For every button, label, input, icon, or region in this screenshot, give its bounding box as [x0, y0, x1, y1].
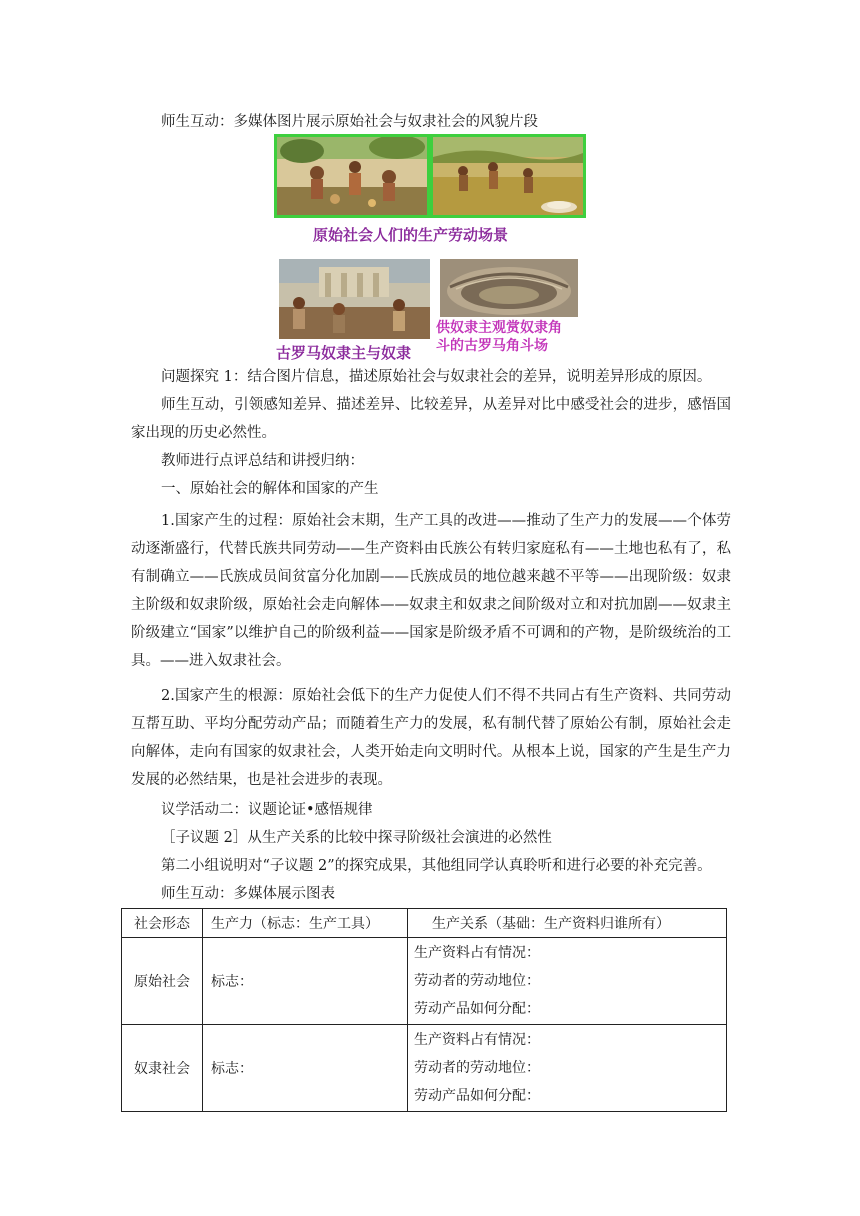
relations-distribution: 劳动产品如何分配： — [414, 1001, 540, 1017]
row-form-slave: 奴隶社会 — [122, 1025, 203, 1112]
activity-2: 议学活动二：议题论证•感悟规律 — [161, 802, 373, 818]
relations-means-of-production: 生产资料占有情况： — [414, 1032, 540, 1048]
row-form-primitive: 原始社会 — [122, 938, 203, 1025]
relations-distribution: 劳动产品如何分配： — [414, 1088, 540, 1104]
interaction-paragraph: 师生互动，引领感知差异、描述差异、比较差异，从差异对比中感受社会的进步，感悟国家出现的历史必然性。 — [131, 397, 731, 441]
interaction-3: 师生互动：多媒体展示图表 — [161, 886, 335, 902]
header-productivity: 生产力（标志：生产工具） — [203, 909, 408, 938]
row-relations-slave — [408, 1025, 727, 1112]
rome-caption: 古罗马奴隶主与奴隶 — [276, 344, 412, 362]
teacher-summary: 教师进行点评总结和讲授归纳： — [161, 453, 364, 469]
question-1: 问题探究 1：结合图片信息，描述原始社会与奴隶社会的差异，说明差异形成的原因。 — [161, 369, 712, 385]
social-form-table — [121, 908, 727, 1112]
table-row — [122, 938, 727, 1025]
relations-labor-status: 劳动者的劳动地位： — [414, 1060, 540, 1076]
group-2: 第二小组说明对“子议题 2”的探究成果，其他组同学认真聆听和进行必要的补充完善。 — [161, 858, 712, 874]
row-productivity-slave: 标志： — [203, 1025, 408, 1112]
primitive-labor-image-right — [430, 134, 586, 218]
roman-slave-image — [279, 259, 430, 339]
point-2: 2.国家产生的根源：原始社会低下的生产力促使人们不得不共同占有生产资料、共同劳动互帮互助、平均分配劳动产品；而随着生产力的发展，私有制代替了原始公有制，原始社会走向解体，走向有国家的奴隶社会，人类开始走向文明时代。从根本上说，国家的产生是生产力发展的必然结果，也是社会进步的表现。 — [131, 688, 731, 788]
colosseum-image — [440, 259, 578, 317]
colosseum-caption-1: 供奴隶主观赏奴隶角 — [436, 320, 562, 336]
header-social-form: 社会形态 — [122, 909, 203, 938]
row-relations-primitive — [408, 938, 727, 1025]
section-title: 一、原始社会的解体和国家的产生 — [161, 481, 379, 497]
relations-means-of-production: 生产资料占有情况： — [414, 945, 540, 961]
primitive-labor-image-left — [274, 134, 430, 218]
table-header-row — [122, 909, 727, 938]
colosseum-caption-2: 斗的古罗马角斗场 — [436, 338, 548, 354]
subtopic-2: ［子议题 2］从生产关系的比较中探寻阶级社会演进的必然性 — [161, 830, 552, 846]
row-productivity-primitive: 标志： — [203, 938, 408, 1025]
table-row — [122, 1025, 727, 1112]
primitive-caption: 原始社会人们的生产劳动场景 — [313, 226, 509, 244]
header-relations: 生产关系（基础：生产资料归谁所有） — [408, 909, 727, 938]
relations-labor-status: 劳动者的劳动地位： — [414, 973, 540, 989]
intro-line: 师生互动：多媒体图片展示原始社会与奴隶社会的风貌片段 — [161, 114, 538, 130]
point-1: 1.国家产生的过程：原始社会末期，生产工具的改进——推动了生产力的发展——个体劳动逐渐盛行，代替氏族共同劳动——生产资料由氏族公有转归家庭私有——土地也私有了，私有制确立——氏族成员间贫富分化加剧——氏族成员的地位越来越不平等——出现阶级：奴隶主阶级和奴隶阶级，原始社会走向解体——奴隶主和奴隶之间阶级对立和对抗加剧——奴隶主阶级建立“国家”以维护自己的阶级利益——国家是阶级矛盾不可调和的产物，是阶级统治的工具。——进入奴隶社会。 — [131, 513, 731, 669]
